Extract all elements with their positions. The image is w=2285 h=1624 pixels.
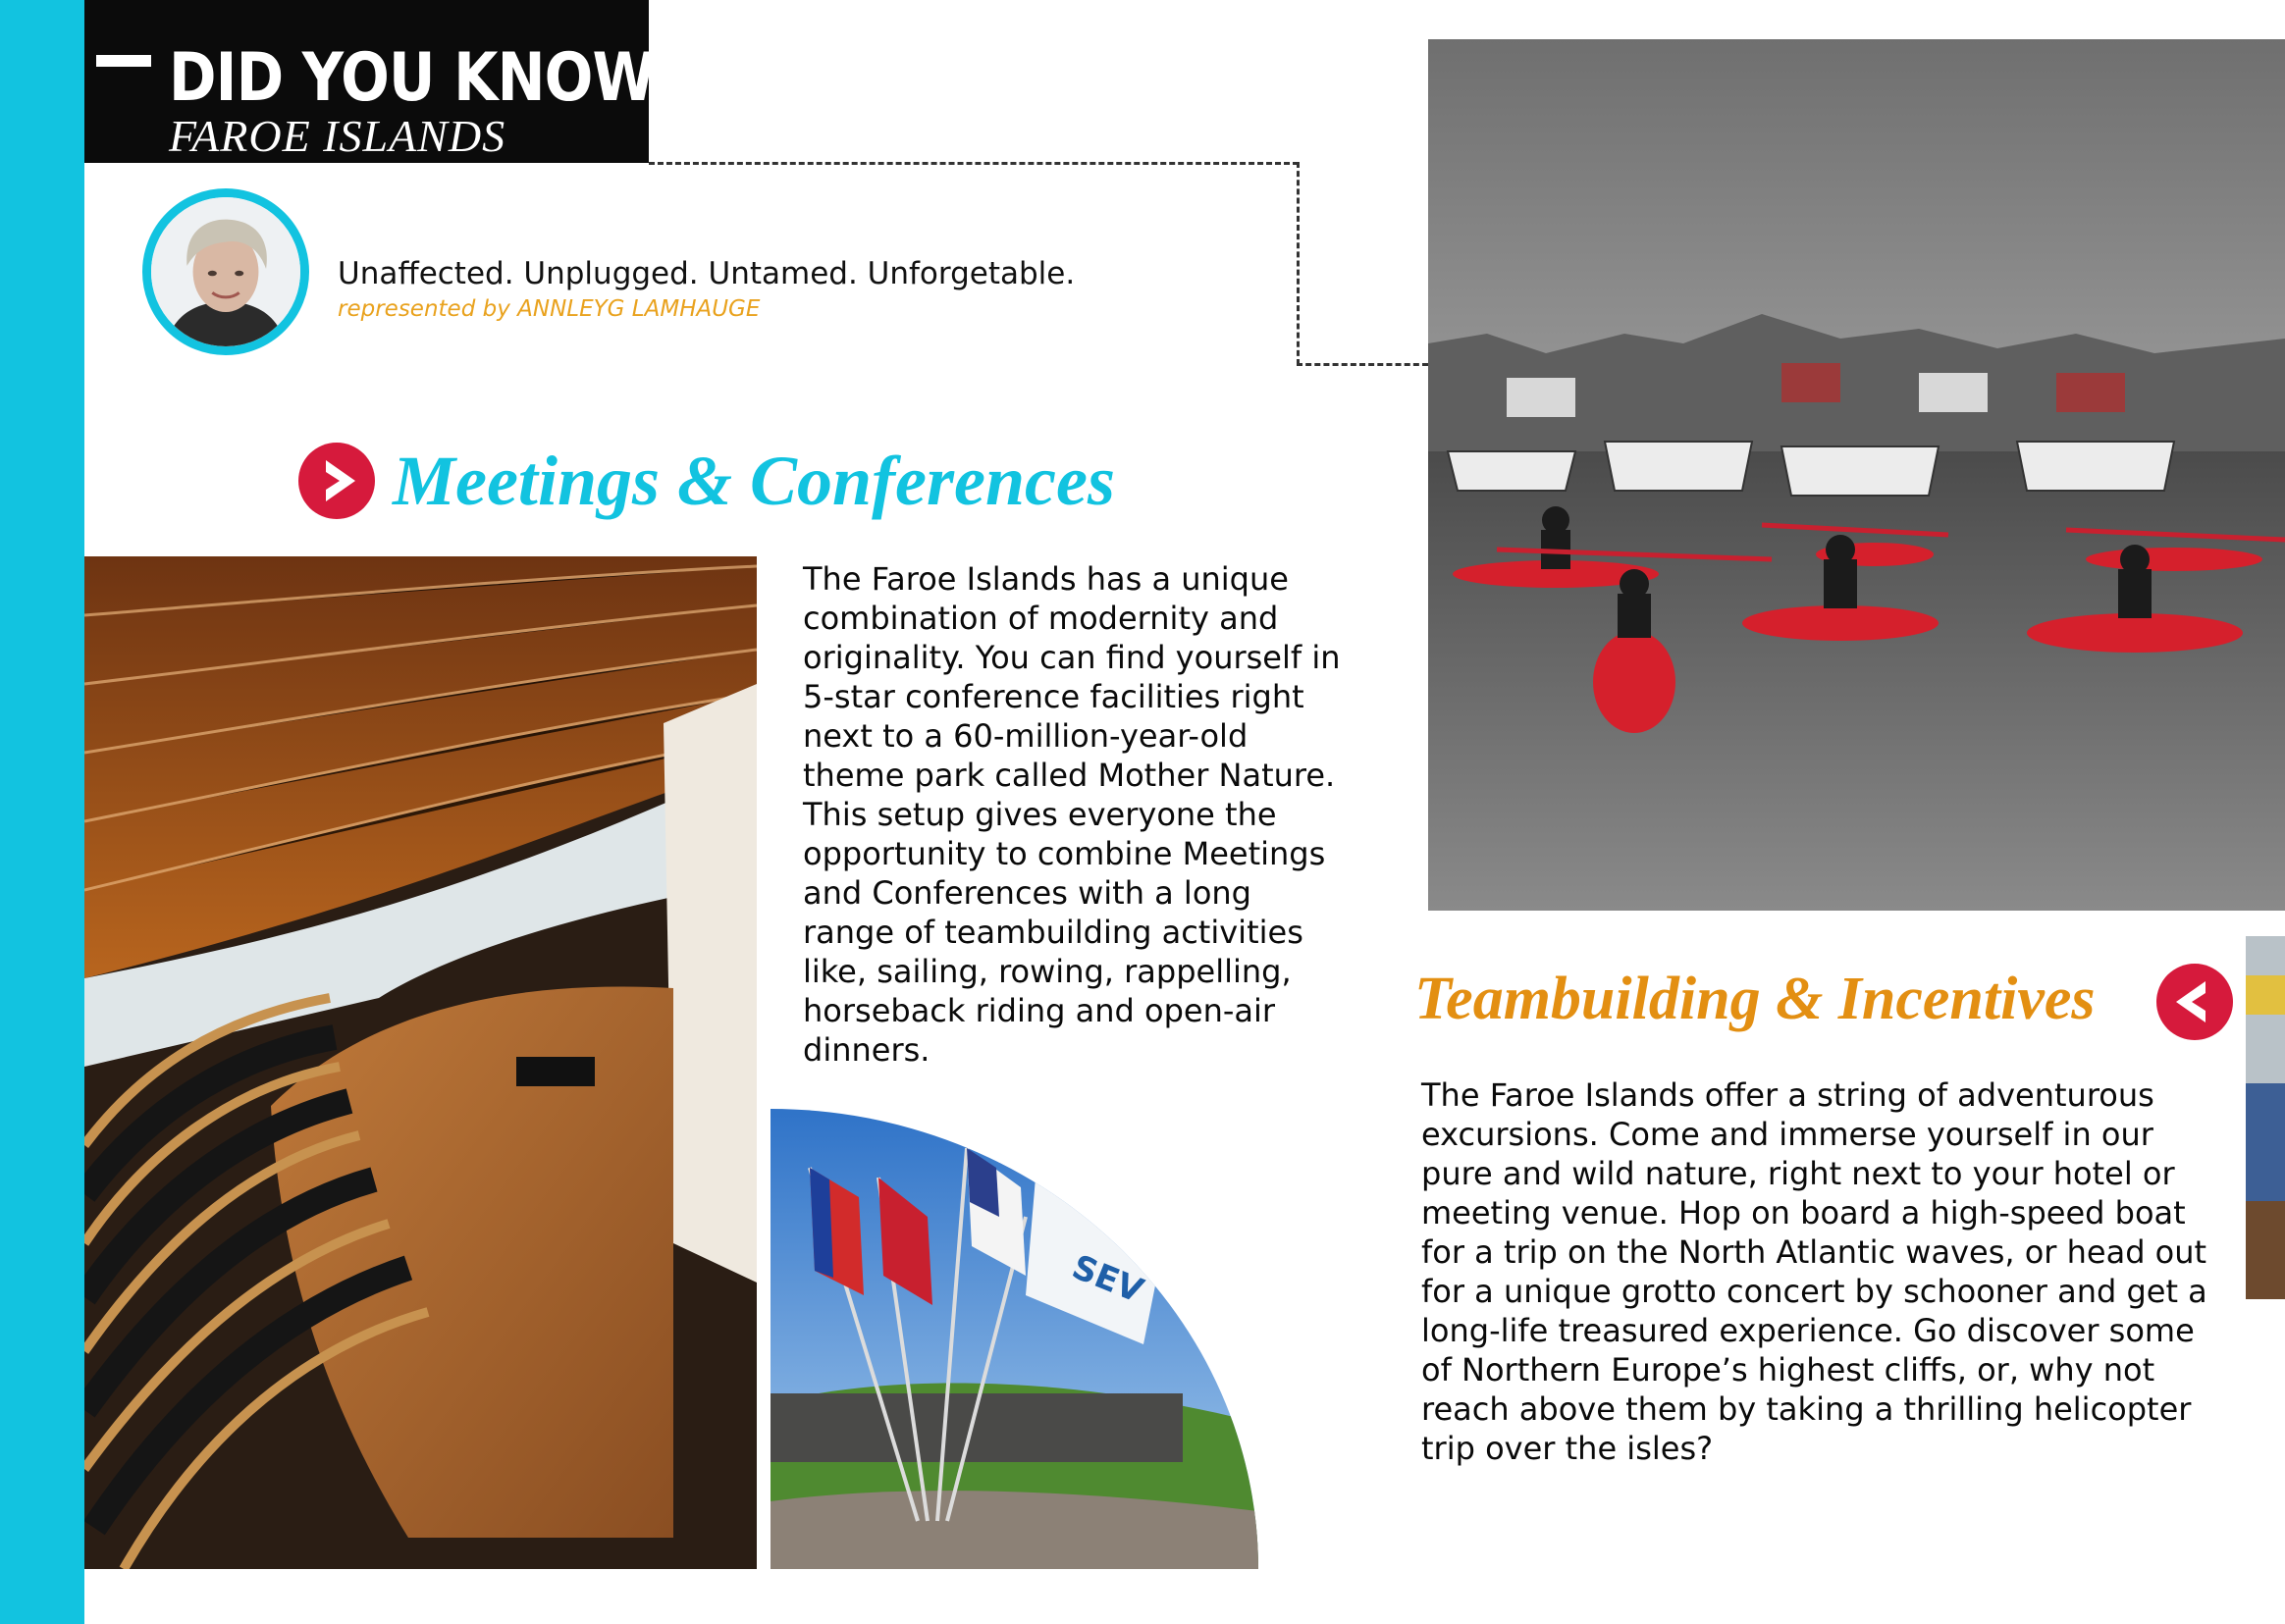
flag-banner-text: SEV: [1066, 1247, 1149, 1312]
teambuilding-body-text: The Faroe Islands offer a string of adventurous excursions. Come and immerse yourself in our pure and wild nature, right next to your hotel or meeting venue. Hop on board a high-speed boat for a trip on the North Atlantic waves, or head out for a unique grotto concert by schooner and get a long-life treasured experience. Go discover some of Northern Europe’s highest cliffs, or, why not reach above them by taking a thrilling helicopter trip over the isles?: [1421, 1076, 2207, 1467]
avatar: [142, 188, 309, 355]
concert-hall-photo: [84, 556, 757, 1569]
flags-photo: [771, 1109, 1258, 1569]
sidebar-stripe: [0, 0, 84, 1624]
dashed-connector-top: [649, 162, 1299, 165]
section-title-teambuilding: Teambuilding & Incentives: [1414, 966, 2096, 1032]
edge-photo-strip: [2246, 936, 2285, 1299]
represented-by: represented by ANNLEYG LAMHAUGE: [338, 296, 761, 322]
meetings-body-text: The Faroe Islands has a unique combination of modernity and originality. You can find yourself in 5-star conference facilities right next to a 60-million-year-old theme park called Mother Nature. This setup gives everyone the opportunity to combine Meetings and Conferences with a long range of teambuilding activities like, sailing, rowing, rappelling, horseback riding and open-air dinners.: [803, 560, 1341, 1069]
kayak-harbour-photo: [1428, 39, 2285, 911]
dashed-connector-bottom: [1297, 363, 1428, 366]
play-right-icon: [298, 443, 375, 519]
tagline: Unaffected. Unplugged. Untamed. Unforgetable.: [338, 256, 1076, 291]
portrait-image: [151, 197, 300, 346]
page-subtitle: FAROE ISLANDS: [169, 111, 506, 161]
dashed-connector-vertical: [1297, 162, 1300, 365]
header-dash: [96, 55, 151, 67]
section-title-meetings: Meetings & Conferences: [393, 442, 1115, 520]
page-title: DID YOU KNOW?: [169, 39, 688, 117]
play-left-icon: [2156, 964, 2233, 1040]
